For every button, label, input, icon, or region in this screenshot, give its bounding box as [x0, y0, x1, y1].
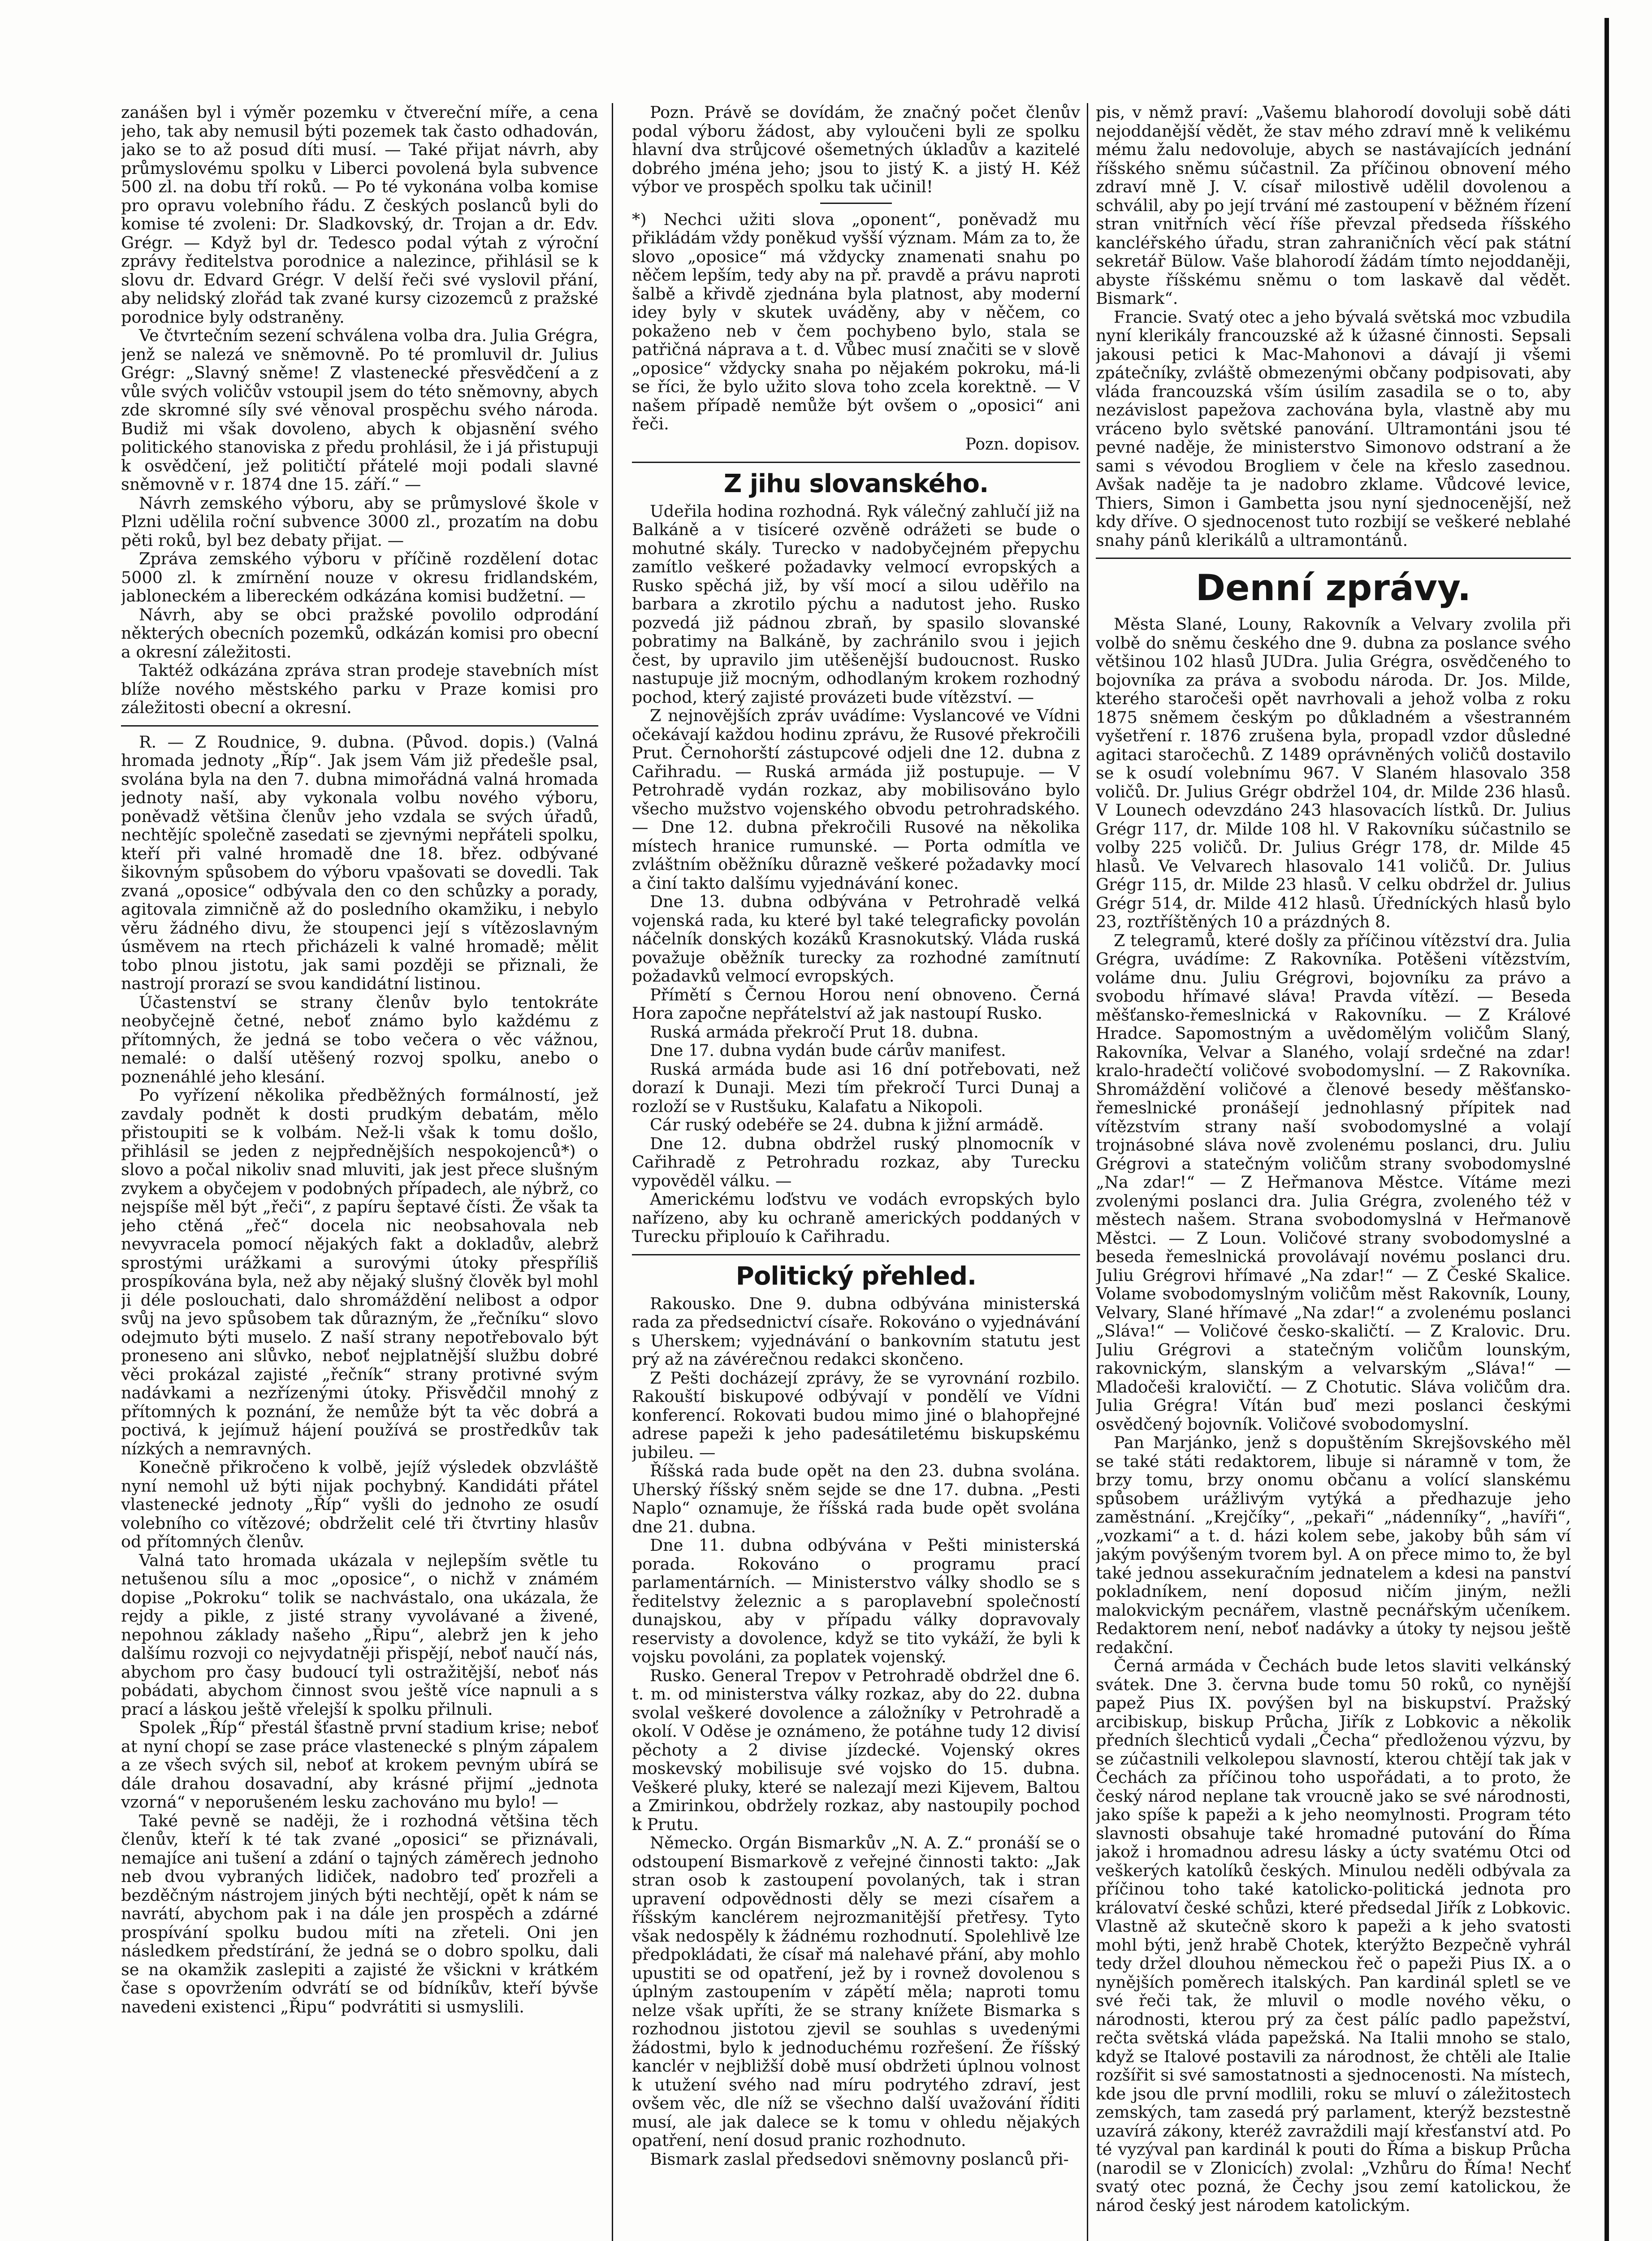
article-text: Návrh, aby se obci pražské povolilo odprodání některých obecních pozemků, odkázán komisi pro obecní a okresní záležitosti. [121, 605, 598, 662]
column-rule-2 [1087, 103, 1088, 2241]
article-text: Udeřila hodina rozhodná. Ryk válečný zahlučí již na Balkáně a v tisíceré ozvěně odrážeti se bude o mohutné skály. Turecko v nadobyčejném přepychu zamítlo veškeré požadavky velmocí evropských a Rusko spěchá již, by vší mocí a silou uděřilo na barbara a zkrotilo pýchu a nadutost jeho. Rusko pozvedá již pádnou zbraň, by spasilo slovanské pobratimy na Balkáně, by zachránilo svou i jejich čest, by upravilo jim utěšenější budoucnost. Rusko nastupuje již mocným, odhodlaným krokem rozhodný pochod, který zajisté provázeti bude vítězství. — [632, 501, 1080, 707]
article-text: Z nejnovějších zpráv uvádíme: Vyslancové ve Vídni očekávají každou hodinu zprávu, že Rusové překročili Prut. Černohorští zástupcové odjeli dne 12. dubna z Cařihradu. — Ruská armáda již postupuje. — V Petrohradě vydán rozkaz, aby mobilisováno bylo všecho mužstvo vojenského obvodu petrohradského. — Dne 12. dubna překročili Rusové na několika místech hranice rumunské. — Porta odmítla ve zvláštním oběžníku důrazně veškeré požadavky mocí a činí takto dalšímu vyjednávání konec. [632, 706, 1080, 893]
section-divider [1096, 558, 1571, 559]
article-text: Říšská rada bude opět na den 23. dubna svolána. Uherský říšský sněm sejde se dne 17. dubna. „Pesti Naplo“ oznamuje, že říšská rada bude opět svolána dne 21. dubna. [632, 1461, 1080, 1536]
article-text: Americkému loďstvu ve vodách evropských bylo nařízeno, aby ku ochraně amerických poddaných v Turecku připlouío k Cařihradu. [632, 1190, 1080, 1246]
article-text: Německo. Orgán Bismarkův „N. A. Z.“ pronáší se o odstoupení Bismarkově z veřejné činnosti takto: „Jak stran osob k zastoupení povolaných, tak i stran upravení odpovědnosti děly se mezi císařem a říšským kanclérem nejrozmanitější přetřesy. Tyto však nedospěly k žádnému rozhodnutí. Spolehlivě lze předpokládati, že císař má nalehavé přání, aby mohlo upustiti se od opatření, jež by i rovnež dovolenou s úplným zastoupením v zápětí měla; naproti tomu nelze však upříti, že se strany knížete Bismarka s rozhodnou jistotou zjevil se souhlas s uvedenými žádostmi, bylo k jednoduchému rozřešení. Že říšský kanclér v nejbližší době musí obdržeti úplnou volnost k utužení svého nad míru podrytého zdraví, jest ovšem věc, dle níž se všechno další uvažování říditi musí, ale jak dalece se k tomu v ohledu nějakých opatření, není dosud pranic rozhodnuto. [632, 1833, 1080, 2150]
article-text: Pan Marjánko, jenž s dopuštěním Skrejšovského měl se také státi redaktorem, libuje si náramně v tom, že brzy tomu, brzy onomu občanu a volící slanskému spůsobem urážlivým vytýká a předhazuje jeho zaměstnání. „Krejčíky“, „pekaři“ „nádenníky“, „havíři“, „vozkami“ a t. d. házi kolem sebe, jakoby bůh sám ví jakým povýšeným tvorem byl. A on přece mimo to, že byl také jednou assekuračním jednatelem a kdesi na panství pokladníkem, není doposud ničím jiným, nežli malokvickým pecnářem, vlastně pecnářským učeníkem. Redaktorem není, neboť nadávky a útoky ty nejsou ještě redakční. [1096, 1433, 1571, 1657]
note-divider [820, 203, 892, 204]
column-right [1096, 103, 1571, 2241]
article-text: Dne 13. dubna odbývána v Petrohradě velká vojenská rada, ku které byl také telegraficky povolán náčelník donských kozáků Krasnokutský. Vláda ruská považuje oběžník turecky za rozhodné zamítnutí požadavků velmocí evropských. [632, 892, 1080, 986]
column-left [121, 103, 598, 2241]
article-text: Cár ruský odebéře se 24. dubna k jižní armádě. [650, 1115, 1044, 1134]
article-text: Dne 12. dubna obdržel ruský plnomocník v Cařihradě z Petrohradu rozkaz, aby Turecku vypověděl válku. — [632, 1133, 1080, 1190]
footnote-text: *) Nechci užiti slova „oponent“, poněvadž mu přikládám vždy poněkud vyšší význam. Mám za to, že slovo „oposice“ má vždycky znamenati snahu po něčem lepším, tedy aby na př. pravdě a právu naproti šalbě a křivdě zjednána byla platnost, aby moderní idey byly v skutek uváděny, aby v něčem, co pokaženo neb v čem pochybeno bylo, stala se patřičná náprava a t. d. Vůbec musí značiti se v slově „oposice“ vždycky snaha po nějakém pokroku, má-li se říci, že bylo užito slova toho zcela korektně. — V našem případě nemůže být ovšem o „oposici“ ani řeči. [632, 209, 1080, 433]
column-rule-1 [612, 103, 613, 2241]
article-text: zanášen byl i výměr pozemku v čtvereční míře, a cena jeho, tak aby nemusil býti pozemek tak často odhadován, jako se to až posud díti musí. — Také přijat návrh, aby průmyslovému spolku v Liberci povolená byla subvence 500 zl. na dobu tří roků. — Po té vykonána volba komise pro opravu volebního řádu. Z českých poslanců byli do komise té zvoleni: Dr. Sladkovský, dr. Trojan a dr. Edv. Grégr. — Když byl dr. Tedesco podal výtah z výroční zprávy ředitelstva porodnice a nalezince, přihlásil se k slovu dr. Edvard Grégr. V delší řeči své vyslovil přání, aby nelidský zlořád tak zvané kursy cizozemců z pražské porodnice byly odstraněny. [121, 103, 598, 327]
section-divider [121, 725, 598, 727]
article-text: Ve čtvrtečním sezení schválena volba dra. Julia Grégra, jenž se nalezá ve sněmovně. Po té promluvil dr. Julius Grégr: „Slavný sněme! Z vlastenecké přesvědčení a z vůle svých voličův vstoupil jsem do této sněmovny, abych zde skromné síly své věnoval prospěchu svého národa. Budiž mi však dovoleno, abych k objasnění svého politického stanoviska z předu prohlásil, že i já přistupuji k osvědčení, jež političtí přátelé moji podali slavné sněmovně v r. 1874 dne 15. září.“ — [121, 326, 598, 494]
section-heading-jih: Z jihu slovanského. [723, 469, 989, 498]
article-roudnice-text: R. — Z Roudnice, 9. dubna. (Původ. dopis.) (Valná hromada jednoty „Říp“. Jak jsem Vám již předešle psal, svolána byla na den 7. dubna mimořádná valná hromada jednoty naší, aby vykonala volbu nového výboru, poněvadž většina členův jeho vzdala se svých úřadů, nechtějíc společně zasedati se zjevnými nepřáteli spolku, kteří při valné hromadě dne 18. břez. odbývané šikovným spůsobem do výboru vpašovati se dovedli. Tak zvaná „oposice“ odbývala den co den schůzky a porady, agitovala zimničně až do posledního okamžiku, i nebylo věru žádného divu, že stoupenci její s vítězoslavným úsměvem na rtech přicházeli k valné hromadě; mělit tobo plnou jistotu, jak sami později se přiznali, že nastrojí prorazí se svou kandidátní listinou. [121, 732, 598, 993]
article-text: Také pevně se naději, že i rozhodná většina těch členův, kteří k té tak zvané „oposici“ se přiznávali, nemajíce ani tušení a zdání o tajných záměrech jednoho neb dvou vybraných lidiček, nadobro teď prozřeli a bezděčným nástrojem jiných býti nechtějí, opět k nám se navrátí, abychom pak i na dále jen prospěch a zdárné prospívání spolku budou míti na zřeteli. Oni jen následkem předstírání, že jedná se o dobro spolku, dali se na okamžik zaslepiti a zajisté že všickni v krátkém čase s opovržením odvrátí se od bídníkův, kteří bývše navedeni existenci „Řipu“ podvrátiti si usmyslili. [121, 1811, 598, 2016]
section-heading-prehled: Politický přehled. [735, 1261, 977, 1291]
article-text: Pozn. Právě se dovídám, že značný počet členův podal výboru žádost, aby vyloučeni byli ze spolku hlavní dva strůjcové ošemetných úkladův a kazitelé dobrého jména jeho; jsou to jistý K. a jistý H. Kéž výbor ve prospěch spolku tak učinil! [632, 103, 1080, 196]
article-text: pis, v němž praví: „Vašemu blahorodí dovoluji sobě dáti nejoddanější vědět, že stav mého zdraví mně k velikému mému žalu nedovoluje, abych se nastávajících jednání říšského sněmu súčastnil. Za příčinou obnovení mého zdraví mně J. V. císař milostivě udělil dovolenou a schválil, aby po její trvání mé zastoupení v běžném řízení stran vnitřních věcí říše převzal předseda říšského kancléřského úřadu, stran zahraničních věcí pak státní sekretář Bülow. Vaše blahorodí žádám tímto nejoddaněji, abyste říšskému sněmu o tom laskavě dal vědět. Bismark“. [1096, 103, 1571, 308]
page-edge-bar [1604, 18, 1609, 2241]
article-text: Z telegramů, které došly za příčinou vítězství dra. Julia Grégra, uvádíme: Z Rakovníka. Potěšeni vítězstvím, voláme dnu. Juliu Grégrovi, bojovníku za právo a svobodu hřímavé sláva! Pravda vítězí. — Beseda měšťansko-řemeslnická v Rakovníku. — Z Králové Hradce. Sapomostným a uvědomělým voličům Slaný, Rakovníka, Velvar a Slaného, volají srdečné na zdar! kralo-hradečtí voličové svobodomyslní. — Z Rakovníka. Shromáždění voličové a členové besedy měšťansko-řemeslnické pronášejí jednohlasný přípitek nad vítězstvím strany naší svobodomyslné a volají trojnásobné sláva nově zvolenému poslanci, dru. Juliu Grégrovi a statečným voličům strany svobodomyslné „Na zdar!“ — Z Heřmanova Městce. Vítáme mezi zvolenými poslanci dra. Julia Grégra, zvoleného též v městech našem. Strana svobodomyslná v Heřmanově Městci. — Z Loun. Voličové strany svobodomyslné a beseda řemeslnická provolávají novému poslanci dru. Juliu Grégrovi hřímavé „Na zdar!“ — Z České Skalice. Volame svobodomyslným voličům měst Rakovník, Louny, Velvary, Slané hřímavé „Na zdar!“ a zvolenému poslanci „Sláva!“ — Voličové česko-skaličtí. — Z Kralovic. Dru. Juliu Grégrovi a statečným voličům lounským, rakovnickým, slanským a velvarským „Sláva!“ — Mladočeši kralovičtí. — Z Chotutic. Sláva voličům dra. Julia Grégra! Vítán buď mezi poslanci českými osvědčený bojovník. Voličové svobodomyslní. [1096, 930, 1571, 1434]
article-text: Rakousko. Dne 9. dubna odbývána ministerská rada za předsednictví císaře. Rokováno o vyjednávání s Uherskem; vyjednávání o bankovním statutu jest prý až na závérečnou redakci skončeno. [632, 1294, 1080, 1369]
article-text: Po vyřízení několika předběžných formálností, jež zavdaly podnět k dosti prudkým debatám, mělo přistoupiti se k volbám. Než-li však k tomu došlo, přihlásil se jeden z nejpřednějších nespokojenců*) o slovo a počal nikoliv snad mluviti, jak jest přece slušným zvykem a obyčejem v podobných případech, ale nýbrž, co nejspíše měl být „řeči“, z papíru šeptavé čísti. Že však ta jeho ctěná „řeč“ docela nic neobsahovala neb nevyvracela pomocí nějakých fakt a dokladův, alebrž sprostými urážkami a surovými útoky přespříliš prospíkována byla, než aby nějaký slušný člověk byl mohl ji déle poslouchati, dalo shromáždění nelibost a odpor svůj na jevo spůsobem tak důrazným, že „řečníku“ slovo odejmuto býti muselo. Z naší strany nepotřebovalo být proneseno ani slůvko, neboť nejplatnější službu dobré věci prokázal zajisté „řečník“ strany protivné svým nadávkami a nezřízenými útoky. Přisvědčil mnohý z přítomných k poznání, že nemůže být ta věc dobrá a poctivá, k jejímuž hájení používá se prostředkův tak nízkých a nemravných. [121, 1086, 598, 1458]
article-text: Dne 17. dubna vydán bude cárův manifest. [650, 1041, 1006, 1060]
article-text: Francie. Svatý otec a jeho bývalá světská moc vzbudila nyní klerikály francouzské až k úžasné činnosti. Sepsali jakousi petici k Mac-Mahonovi a dávají ji všemi zpátečníky, zvláště obmezenými občany podpisovati, aby vláda francouzská vším úsilím zasadila se o to, aby nezávislost papežova zachována byla, vlastně aby mu vráceno bylo světské panování. Ultramontáni jsou té pevné naděje, že ministerstvo Simonovo odstraní a že sami s vévodou Brogliem v čele na křeslo zasednou. Avšak naděje ta je nadobro zklame. Vůdcové levice, Thiers, Simon i Gambetta jsou nyní sjednocenější, než kdy dříve. O sjednocenost tuto rozbijí se veškeré neblahé snahy pánů klerikálů a ultramontánů. [1096, 307, 1571, 550]
section-divider [632, 462, 1080, 463]
column-middle [632, 103, 1080, 2241]
footnote-signature: Pozn. dopisov. [965, 435, 1080, 454]
article-text: Ruská armáda bude asi 16 dní potřebovati, než dorazí k Dunaji. Mezi tím překročí Turci Dunaj a rozloží se v Rustšuku, Kalafatu a Nikopoli. [632, 1059, 1080, 1116]
article-text: Bismark zaslal předsedovi sněmovny poslanců při- [650, 2149, 1069, 2169]
article-text: Zpráva zemského výboru v příčině rozdělení dotac 5000 zl. k zmírnění nouze v okresu fridlandském, jabloneckém a libereckém odkázána komisi budžetní. — [121, 549, 598, 606]
article-text: Návrh zemského výboru, aby se průmyslové škole v Plzni udělila roční subvence 3000 zl., prozatím na dobu pěti roků, byl bez debaty přijat. — [121, 493, 598, 550]
article-text: Z Pešti docházejí zprávy, že se vyrovnání rozbilo. Rakouští biskupové odbývají v pondělí ve Vídni konferencí. Rokovati budou mimo jiné o blahopřejné adrese papeži k jeho padesátiletému biskupskému jubileu. — [632, 1368, 1080, 1462]
article-text: Valná tato hromada ukázala v nejlepším světle tu netušenou sílu a moc „oposice“, o nichž v známém dopise „Pokroku“ tolik se nachvástalo, ona ukázala, že rejdy a pikle, z jisté strany vyvolávané a živené, nepohnou základy našeho „Řipu“, alebrž jen k jeho dalšímu rozvoji co nejvydatněji přispějí, neboť naučí nás, abychom pro časy budoucí tyli ostražitější, neboť nás pobádati, abychom činnost svou ještě více napnuli a s prací a láskou ještě vřelejší k spolku přilnuli. [121, 1550, 598, 1719]
article-text: Města Slané, Louny, Rakovník a Velvary zvolila při volbě do sněmu českého dne 9. dubna za poslance svého většinou 102 hlasů JUDra. Julia Grégra, osvědčeného to bojovníka za práva a svobodu národa. Dr. Jos. Milde, kterého staročeši opět navrhovali a jehož volba z roku 1875 sněmem českým po důkladném a všestranném vyšetření r. 1876 zrušena byla, propadl vzdor důsledné agitaci staročechů. Z 1489 oprávněných voličů dostavilo se k osudí volebnímu 967. V Slaném hlasovalo 358 voličů. Dr. Julius Grégr obdržel 104, dr. Milde 236 hlasů. V Lounech odevzdáno 243 hlasovacích lístků. Dr. Julius Grégr 117, dr. Milde 108 hl. V Rakovníku súčastnilo se volby 225 voličů. Dr. Julius Grégr 178, dr. Milde 45 hlasů. Ve Velvarech hlasovalo 141 voličů. Dr. Julius Grégr 115, dr. Milde 23 hlasů. V celku obdržel dr. Julius Grégr 514, dr. Milde 412 hlasů. Úředníckých hlasů bylo 23, roztříštěných 10 a prázdných 8. [1096, 614, 1571, 931]
article-text: Rusko. General Trepov v Petrohradě obdržel dne 6. t. m. od ministerstva války rozkaz, aby do 22. dubna svolal veškeré dovolence a záložníky v Petrohradě a okolí. V Oděse je oznámeno, že potáhne tudy 12 divisí pěchoty a 2 divise jízdecké. Vojenský okres moskevský mobilisuje své vojsko do 15. dubna. Veškeré pluky, které se nalezají mezi Kijevem, Baltou a Zmirinkou, obdržely rozkaz, aby nastoupily pochod k Prutu. [632, 1666, 1080, 1834]
article-text: Konečně přikročeno k volbě, jejíž výsledek obzvláště nyní nemohl už býti nijak pochybný. Kandidáti přátel vlastenecké jednoty „Říp“ vyšli do jednoho ze osudí volebního co vítězové; obdrželit celé tři čtvrtiny hlasův od přítomných členův. [121, 1458, 598, 1551]
article-text: Černá armáda v Čechách bude letos slaviti velkánský svátek. Dne 3. června bude tomu 50 roků, co nynější papež Pius IX. povýšen byl na biskupství. Pražský arcibiskup, biskup Průcha, Jiřík z Lobkovic a několik předních šlechticů vydali „Čecha“ předloženou výzvu, by se zúčastnili velkolepou slavností, kterou chtějí tak jak v Čechách za příčinou toho uspořádati, a to proto, že český národ neplane tak vroucně jako se své národnosti, jako spíše k papeži a k jeho neomylnosti. Program této slavnosti obsahuje také hromadné putování do Říma jakož i hromadnou adresu lásky a úcty svatému Otci od veškerých katolíků českých. Minulou neděli odbývala za příčinou toho také katolicko-politická jednota pro královatví české schůzi, které předsedal Jiřík z Lobkovic. Vlastně až skutečně skoro k papeži a k jeho svatosti mohl býti, jenž hrabě Chotek, kterýžto Bezpečně vyhrál tedy držel dlouhou německou řeč o papeži Pius IX. a o nynějších poměrech italských. Pan kardinál spletl se ve své řeči tak, že mluvil o modle nového věku, o národnosti, kterou prý za čest pálíc padlo papežství, rečta světská vláda papežská. Na Italii mnoho se stalo, když se Italové postavili za národnost, že chtěli ale Italie rozšířit si své samostatnosti a sjednocenosti. Na místech, kde jsou dle první modlili, roku se mluví o záležitostech zemských, tam zasedá prý parlament, kterýž bezstestně uzavírá zákony, kteréž zavraždili mají křesťanství atd. Po té vyzýval pan kardinál k pouti do Říma a biskup Průcha (narodil se v Zlonicích) zvolal: „Vzhůru do Říma! Nechť svatý otec pozná, že Čechy jsou zemí katolickou, že národ český jest národem katolickým. [1096, 1656, 1571, 2215]
article-text: Účastenství se strany členův bylo tentokráte neobyčejně četné, neboť známo bylo každému z přítomných, že jedná se tobo večera o věc vážnou, nemalé: o další utěšený rozvoj spolku, anebo o poznenáhlé jeho klesání. [121, 992, 598, 1086]
article-text: Ruská armáda překročí Prut 18. dubna. [650, 1022, 979, 1042]
article-text: Spolek „Říp“ přestál šťastně první stadium krise; neboť at nyní chopí se zase práce vlastenecké s plným zápalem a ze všech svých sil, neboť at krokem pevným ubírá se dále drahou dosavadní, aby krásné přijmí „jednota vzorná“ v neporušeném lesku zachováno mu bylo! — [121, 1718, 598, 1812]
article-text: Dne 11. dubna odbývána v Pešti ministerská porada. Rokováno o programu prací parlamentárních. — Ministerstvo války shodlo se s ředitelstvy železnic a s paroplavební společností dunajskou, aby v případu války dopravovaly reservisty a dovolence, když se tito vykáží, že byli k vojsku povoláni, za poplatek vojenský. [632, 1536, 1080, 1666]
section-divider [632, 1254, 1080, 1255]
article-text: Taktéž odkázána zpráva stran prodeje stavebních míst blíže nového městského parku v Praze komisi pro záležitosti obecní a okresní. [121, 661, 598, 717]
article-text: Přímětí s Černou Horou není obnoveno. Černá Hora započne nepřátelství až jak nastoupí Rusko. [632, 985, 1080, 1023]
section-heading-denni: Denní zprávy. [1195, 567, 1471, 609]
